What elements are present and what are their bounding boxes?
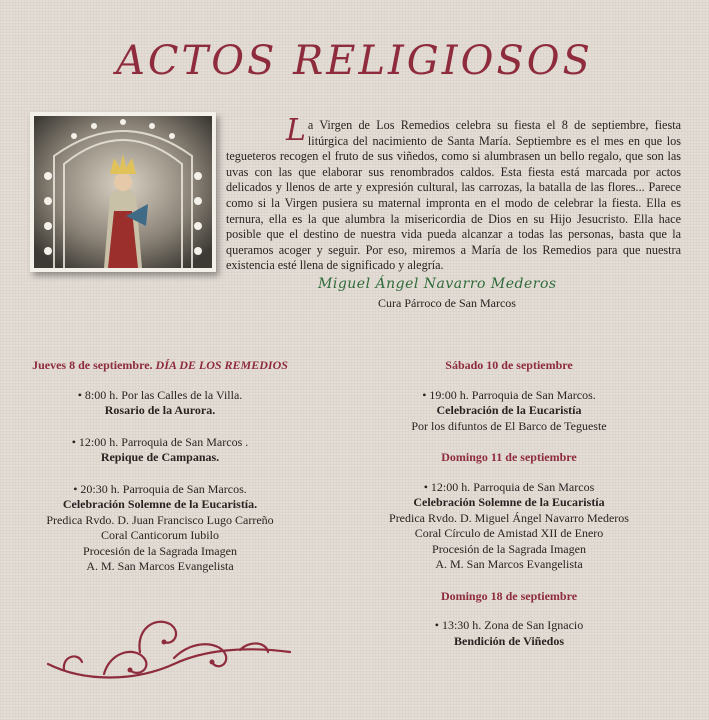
event-item [0,388,320,419]
event-item [0,435,320,466]
event-punct: . [254,497,258,511]
day-date: Jueves 8 de septiembre. [32,358,153,372]
event-title: Celebración Solemne de la Eucaristía [413,495,605,509]
event-title: Rosario de la Aurora [104,403,213,417]
event-time: • 12:00 h. Parroquia de San Marcos [423,479,595,494]
day-heading: Sábado 10 de septiembre [445,358,573,372]
event-item [336,388,682,435]
flourish-ornament-icon [44,612,294,692]
day-heading [0,358,320,374]
day-title: DÍA DE LOS REMEDIOS [155,358,288,372]
virgin-image-icon [34,116,212,268]
drop-cap: L [286,113,306,148]
event-time: • 8:00 h. Por las Calles de la Villa. [77,387,243,402]
event-detail: Coral Círculo de Amistad XII de Enero [414,526,604,540]
day-heading: Domingo 18 de septiembre [440,588,578,603]
event-time: • 19:00 h. Parroquia de San Marcos. [422,387,596,402]
event-detail: Predica Rvdo. D. Juan Francisco Lugo Carreño [46,512,274,527]
event-detail: Coral Canticorum Iubilo [101,528,219,542]
page-title: ACTOS RELIGIOSOS [116,38,593,84]
event-detail: A. M. San Marcos Evangelista [86,559,234,573]
signature-role: Cura Párroco de San Marcos [378,296,516,310]
event-title: Bendición de Viñedos [453,633,565,648]
left-column [0,358,320,591]
event-punct: . [212,403,216,417]
event-detail: A. M. San Marcos Evangelista [435,557,583,571]
event-detail: Procesión de la Sagrada Imagen [83,543,237,558]
event-time: • 13:30 h. Zona de San Ignacio [434,618,584,632]
event-title: Celebración Solemne de la Eucaristía [62,497,255,511]
event-punct: . [216,450,220,464]
event-detail: Predica Rvdo. D. Miguel Ángel Navarro Mederos [389,510,629,525]
event-item [0,482,320,575]
event-title: Celebración de la Eucaristía [436,403,582,417]
event-item [336,480,682,573]
intro-text: a Virgen de Los Remedios celebra su fiesta el 8 de septiembre, fiesta litúrgica del nacimiento de Santa María. Septiembre es el mes en que los tegueteros recogen el fruto de sus viñedos, como si alumbrasen un bello regalo, que son las uvas con las que elaborar sus renombrados caldos. Esta fiesta está marcada por actos delicados y llenos de arte y expresión cultural, las carrozas, la batalla de las flores... Parece como si la Virgen pusiera su maternal impronta en el modo de celebrar la fiesta. Ella es ternura, ella es la que alumbra la misericordia de Dios en su Hijo Jesucristo. Ella hace posible que el destino de nuestra vida pueda alcanzar a todas las personas, basta que la queramos acoger y seguir. Por eso, miremos a María de los Remedios para que nuestra existencia esté llena de significado y alegría. [226,118,681,273]
event-item [336,618,682,649]
event-title: Repique de Campanas [100,450,217,464]
event-time: • 12:00 h. Parroquia de San Marcos . [71,434,249,449]
day-heading: Domingo 11 de septiembre [441,450,577,464]
right-column [336,358,682,665]
virgin-photo [30,112,216,272]
intro-paragraph [226,113,681,274]
event-detail: Por los difuntos de El Barco de Tegueste [411,418,607,433]
event-detail: Procesión de la Sagrada Imagen [432,541,586,556]
signature: Miguel Ángel Navarro Mederos [318,276,557,292]
event-time: • 20:30 h. Parroquia de San Marcos. [73,481,247,496]
